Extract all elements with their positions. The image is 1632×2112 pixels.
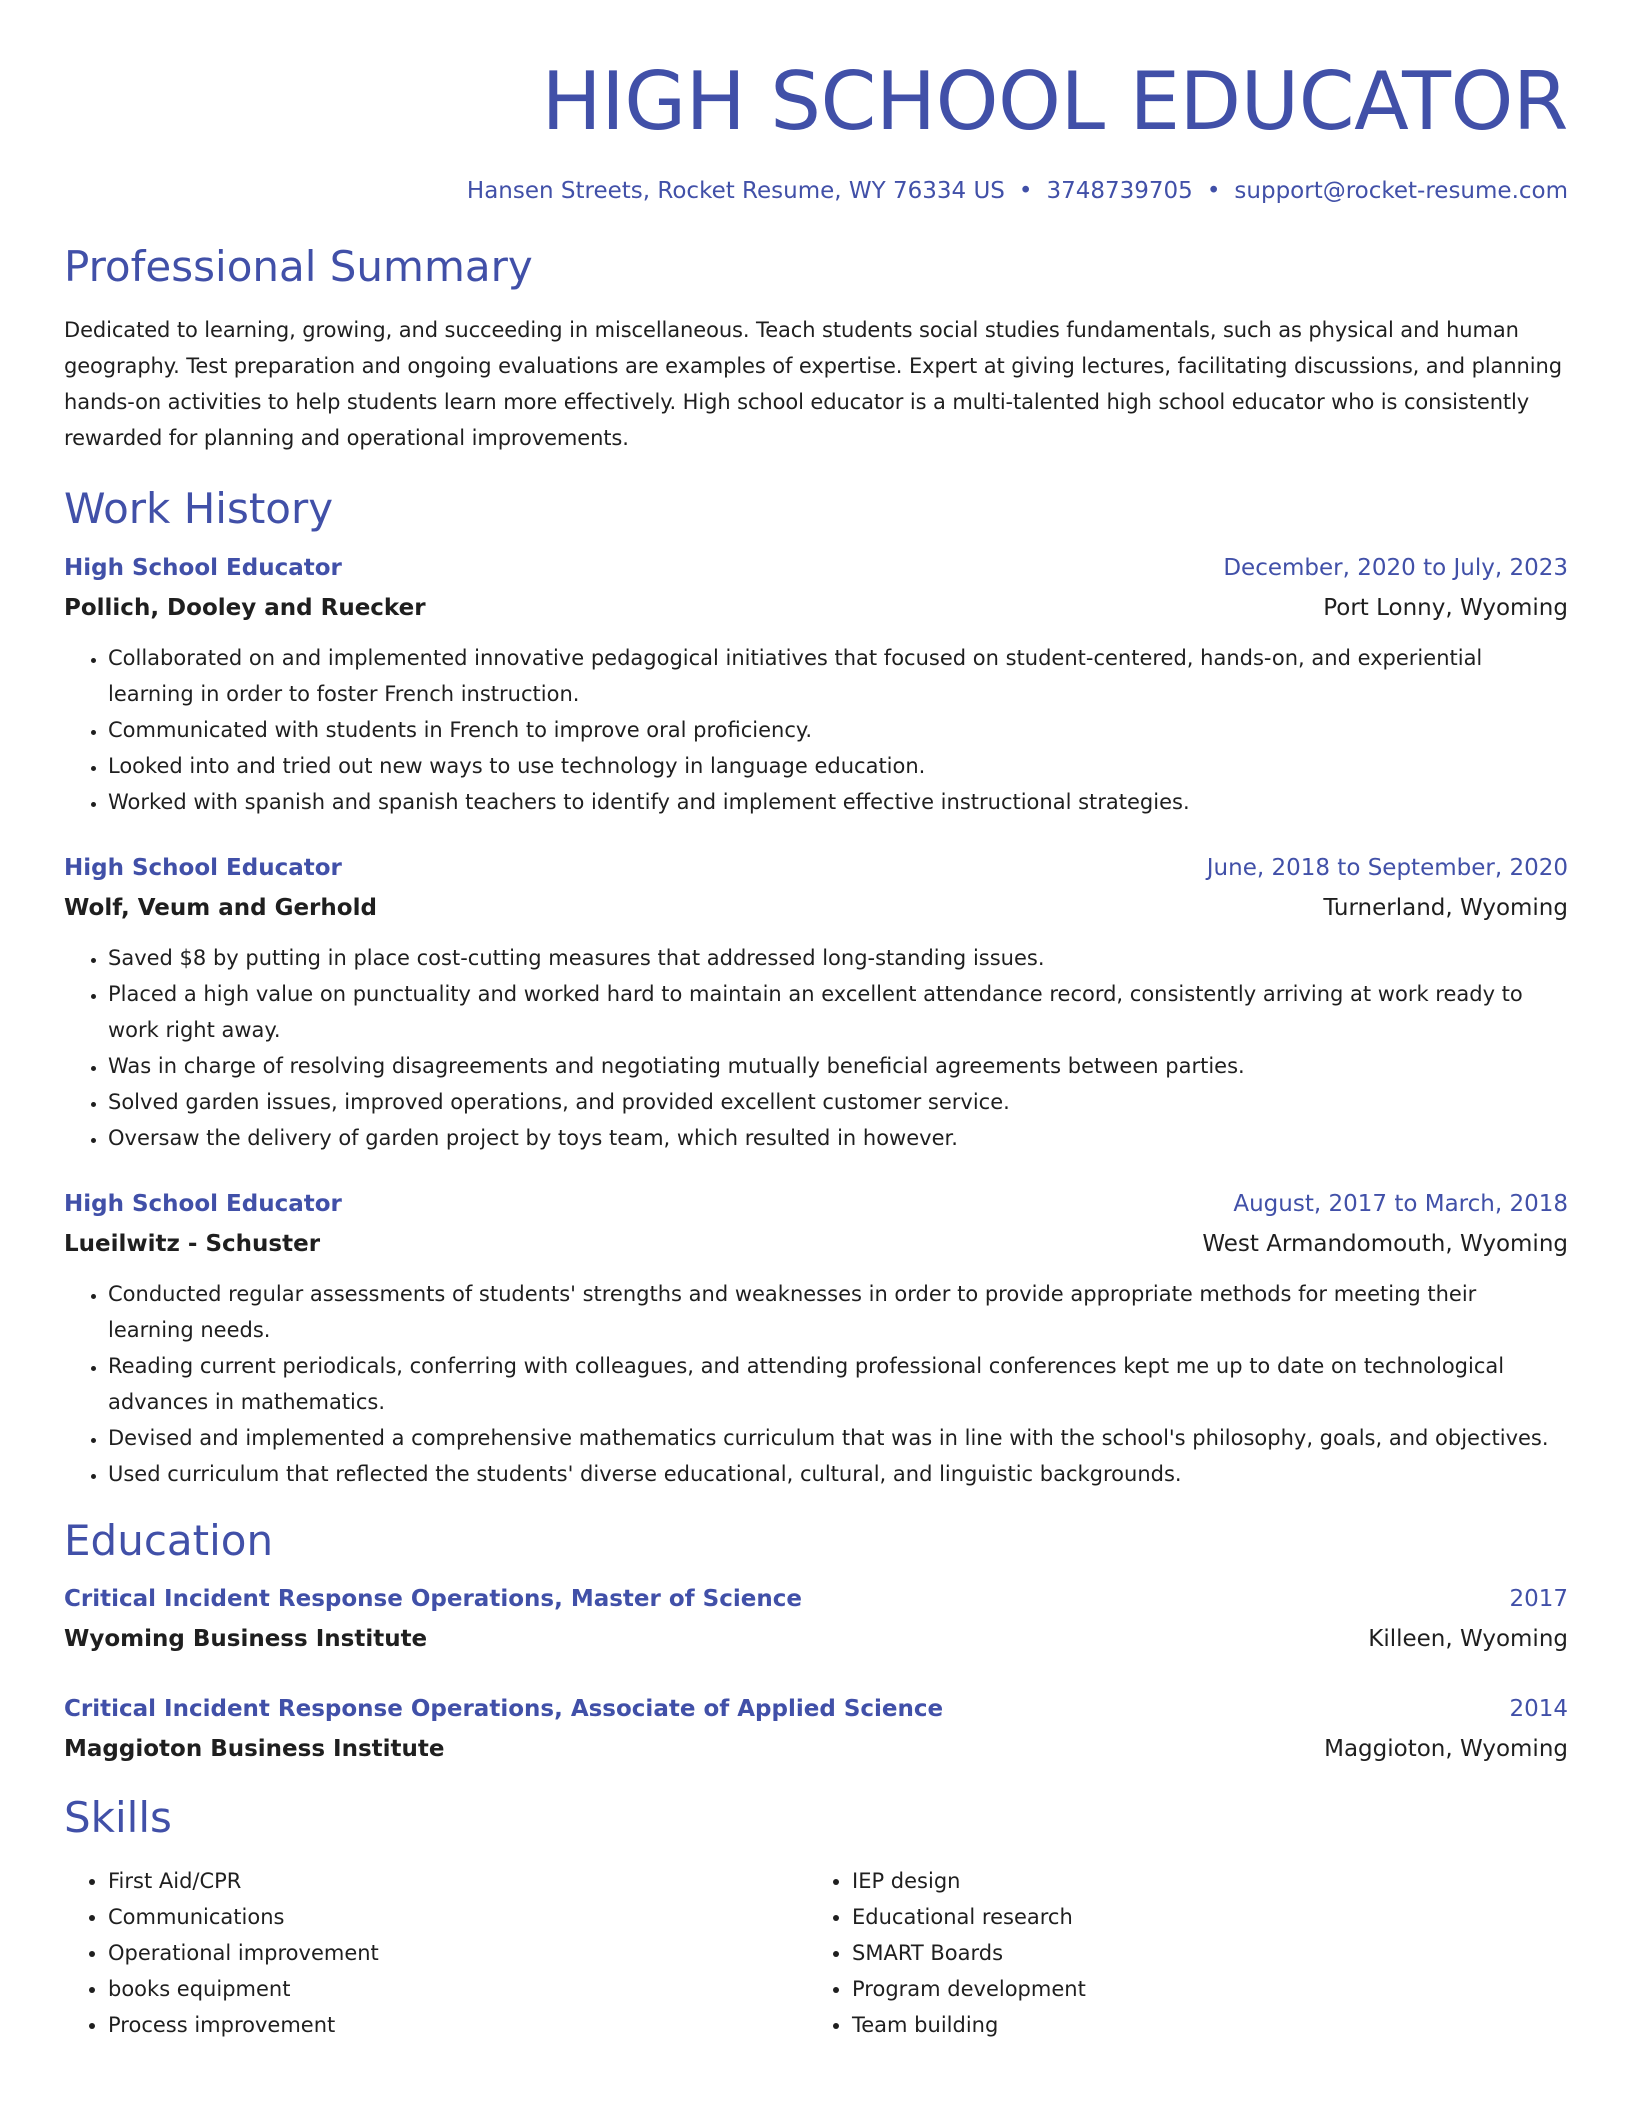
education-entry [64,1689,1568,1769]
skills-column-left [64,1863,808,2043]
job-role: High School Educator [64,1191,342,1218]
job-dates: December, 2020 to July, 2023 [1223,555,1568,582]
education-school-row [64,1729,1568,1769]
job-dates: August, 2017 to March, 2018 [1233,1191,1568,1218]
job-bullet: • Devised and implemented a comprehensive mathematics curriculum that was in line with the school's philosophy, goals, and objectives. [108,1420,1568,1456]
job-org-row [64,1224,1568,1264]
job-location: Turnerland, Wyoming [1323,895,1568,922]
job-bullet: • Used curriculum that reflected the students' diverse educational, cultural, and linguistic backgrounds. [108,1456,1568,1492]
skill-item: • Communications [108,1899,808,1935]
contact-address: Hansen Streets, Rocket Resume, WY 76334 US [466,178,1005,204]
contact-separator: • [1206,178,1221,204]
skills-heading: Skills [64,1792,172,1842]
education-location: Maggioton, Wyoming [1324,1735,1568,1762]
contact-phone: 3748739705 [1046,178,1193,204]
education-location: Killeen, Wyoming [1368,1625,1568,1652]
education-degree: Critical Incident Response Operations, Associate of Applied Science [64,1695,944,1722]
job-bullet: • Communicated with students in French to improve oral proficiency. [108,712,1568,748]
summary-heading: Professional Summary [64,241,533,291]
skill-item: • Team building [852,2007,1552,2043]
contact-email: support@rocket-resume.com [1234,178,1568,204]
education-year: 2017 [1509,1585,1568,1612]
job-company: Lueilwitz - Schuster [64,1231,321,1258]
job-company: Wolf, Veum and Gerhold [64,895,377,922]
skill-item: • Educational research [852,1899,1552,1935]
skill-item: • Program development [852,1971,1552,2007]
skills-column-right [808,1863,1552,2043]
job-org-row [64,888,1568,928]
skill-item: • First Aid/CPR [108,1863,808,1899]
job-bullets [64,640,1568,820]
job-entry [64,1184,1568,1492]
job-role: High School Educator [64,555,342,582]
skill-item: • IEP design [852,1863,1552,1899]
job-bullet: • Solved garden issues, improved operations, and provided excellent customer service. [108,1084,1568,1120]
job-header-row [64,548,1568,588]
job-bullet: • Looked into and tried out new ways to use technology in language education. [108,748,1568,784]
education-degree: Critical Incident Response Operations, Master of Science [64,1585,802,1612]
contact-line [64,178,1568,206]
job-role: High School Educator [64,855,342,882]
education-school: Maggioton Business Institute [64,1735,445,1762]
job-bullet: • Saved $8 by putting in place cost-cutting measures that addressed long-standing issues. [108,940,1568,976]
job-location: Port Lonny, Wyoming [1323,595,1568,622]
job-bullet: • Collaborated on and implemented innovative pedagogical initiatives that focused on student-centered, hands-on, and experiential learning in order to foster French instruction. [108,640,1568,712]
resume-page [64,0,1568,2043]
skill-item: • books equipment [108,1971,808,2007]
education-school-row [64,1619,1568,1659]
education-header-row [64,1579,1568,1619]
job-location: West Armandomouth, Wyoming [1202,1231,1568,1258]
job-bullet: • Was in charge of resolving disagreements and negotiating mutually beneficial agreements between parties. [108,1048,1568,1084]
skills-list [64,1863,1568,2043]
skill-item: • Operational improvement [108,1935,808,1971]
job-bullets [64,1276,1568,1492]
job-header-row [64,848,1568,888]
education-heading: Education [64,1516,274,1566]
job-bullets [64,940,1568,1156]
skill-item: • SMART Boards [852,1935,1552,1971]
education-year: 2014 [1509,1695,1568,1722]
education-entry [64,1579,1568,1659]
job-bullet: • Oversaw the delivery of garden project by toys team, which resulted in however. [108,1120,1568,1156]
job-bullet: • Conducted regular assessments of students' strengths and weaknesses in order to provide appropriate methods for meeting their learning needs. [108,1276,1568,1348]
job-company: Pollich, Dooley and Ruecker [64,595,426,622]
education-school: Wyoming Business Institute [64,1625,428,1652]
resume-title: HIGH SCHOOL EDUCATOR [541,55,1568,148]
job-bullet: • Reading current periodicals, conferring with colleagues, and attending professional conferences kept me up to date on technological advances in mathematics. [108,1348,1568,1420]
work-history-heading: Work History [64,483,334,533]
job-org-row [64,588,1568,628]
job-entry [64,548,1568,820]
contact-separator: • [1018,178,1033,204]
summary-text: Dedicated to learning, growing, and succeeding in miscellaneous. Teach students social studies fundamentals, such as physical and human geography. Test preparation and ongoing evaluations are examples of expertise. Expert at giving lectures, facilitating discussions, and planning hands-on activities to help students learn more effectively. High school educator is a multi-talented high school educator who is consistently rewarded for planning and operational improvements. [64,317,1562,450]
job-bullet: • Worked with spanish and spanish teachers to identify and implement effective instructional strategies. [108,784,1568,820]
job-header-row [64,1184,1568,1224]
education-header-row [64,1689,1568,1729]
job-bullet: • Placed a high value on punctuality and worked hard to maintain an excellent attendance record, consistently arriving at work ready to work right away. [108,976,1568,1048]
skill-item: • Process improvement [108,2007,808,2043]
job-dates: June, 2018 to September, 2020 [1206,855,1568,882]
job-entry [64,848,1568,1156]
